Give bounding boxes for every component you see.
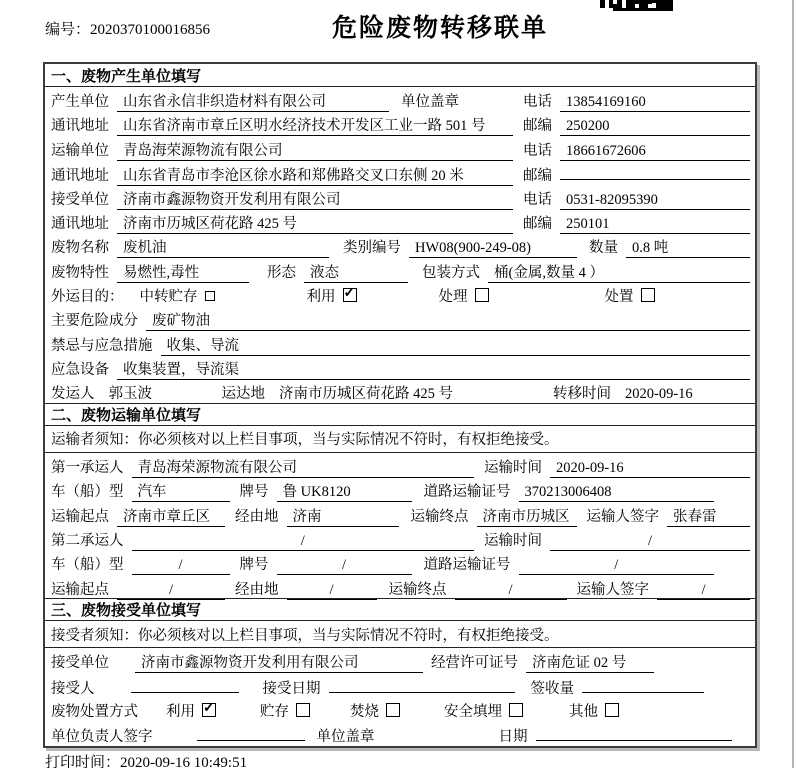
disposal-option-landfill bbox=[444, 700, 523, 721]
vehicle1-row bbox=[45, 477, 755, 501]
option-label: 其他 bbox=[569, 704, 598, 721]
destination-label: 运达地 bbox=[221, 386, 265, 403]
carrier-sign-label: 运输人签字 bbox=[576, 581, 649, 598]
address-label: 通讯地址 bbox=[51, 215, 109, 232]
section1-header: 一、废物产生单位填写 bbox=[45, 64, 755, 87]
transfer-time-label: 转移时间 bbox=[553, 386, 611, 403]
responsible-sign-label: 单位负责人签字 bbox=[51, 729, 153, 746]
received-qty-value bbox=[582, 676, 704, 693]
accept-unit-value: 济南市鑫源物资开发利用有限公司 bbox=[135, 651, 423, 673]
checkbox-icon bbox=[205, 291, 215, 301]
purpose-option-transfer-storage bbox=[140, 285, 215, 306]
accept-date-label: 接受日期 bbox=[262, 680, 321, 697]
receiver-zip-value: 250101 bbox=[560, 216, 750, 234]
plate-label: 牌号 bbox=[239, 484, 269, 501]
date-label: 日期 bbox=[498, 729, 528, 746]
waste-name-label: 废物名称 bbox=[51, 240, 109, 257]
shipper-row bbox=[45, 379, 755, 403]
checkbox-icon bbox=[296, 703, 310, 717]
emergency-row bbox=[45, 331, 755, 355]
waste-name-value: 废机油 bbox=[117, 236, 329, 258]
quantity-value: 0.8 吨 bbox=[626, 236, 750, 258]
purpose-option-dispose bbox=[605, 285, 655, 306]
option-label: 焚烧 bbox=[350, 704, 379, 721]
hazard-value: 废矿物油 bbox=[146, 309, 750, 331]
seal-label: 单位盖章 bbox=[401, 94, 459, 110]
phone-label: 电话 bbox=[523, 94, 552, 110]
transporter-value: 青岛海荣源物流有限公司 bbox=[117, 139, 513, 161]
zip-label: 邮编 bbox=[523, 168, 552, 185]
transport-time-label: 运输时间 bbox=[484, 459, 542, 476]
purpose-row bbox=[45, 282, 755, 306]
print-time-label: 打印时间： bbox=[45, 755, 121, 768]
option-label: 安全填埋 bbox=[444, 704, 502, 721]
carrier2-row bbox=[45, 526, 755, 550]
vehicle-type-value: / bbox=[132, 557, 230, 575]
disposal-option-utilize bbox=[166, 700, 216, 721]
manifest-form-table bbox=[43, 62, 757, 748]
print-time-value: 2020-09-16 10:49:51 bbox=[120, 755, 248, 768]
receiver-address-row bbox=[45, 209, 755, 233]
accept-unit-row bbox=[45, 648, 755, 673]
acceptor-label: 接受人 bbox=[51, 680, 95, 697]
destination-value: 济南市历城区荷花路 425 号 bbox=[273, 382, 541, 404]
package-value: 桶(金属,数量 4 ） bbox=[488, 261, 750, 283]
producer-value: 山东省永信非织造材料有限公司 bbox=[117, 90, 389, 112]
producer-address-value: 山东省济南市章丘区明水经济技术开发区工业一路 501 号 bbox=[117, 114, 513, 136]
disposal-label: 废物处置方式 bbox=[51, 704, 138, 721]
phone-label: 电话 bbox=[523, 142, 552, 159]
carrier-sign-value: 张春雷 bbox=[667, 505, 750, 527]
transporter-phone-value: 18661672606 bbox=[560, 143, 750, 161]
via-value: / bbox=[287, 582, 377, 600]
purpose-label: 外运目的： bbox=[51, 289, 124, 306]
page-title: 危险废物转移联单 bbox=[331, 15, 548, 42]
via-label: 经由地 bbox=[235, 581, 279, 598]
zip-label: 邮编 bbox=[523, 215, 552, 232]
receiver-address-value: 济南市历城区荷花路 425 号 bbox=[117, 212, 513, 234]
section2-header: 二、废物运输单位填写 bbox=[45, 403, 755, 426]
transporter-address-value: 山东省青岛市李沧区徐水路和郑佛路交叉口东侧 20 米 bbox=[117, 164, 513, 186]
waste-traits-row bbox=[45, 258, 755, 282]
end-value: 济南市历城区 bbox=[477, 505, 577, 527]
section3-header: 三、废物接受单位填写 bbox=[45, 598, 755, 621]
end-label: 运输终点 bbox=[410, 508, 469, 525]
waste-name-row bbox=[45, 233, 755, 257]
end-value: / bbox=[455, 582, 567, 600]
disposal-option-store bbox=[260, 700, 310, 721]
transport-time-value: / bbox=[550, 533, 750, 551]
producer-zip-value: 250200 bbox=[560, 118, 750, 136]
receiver-label: 接受单位 bbox=[51, 191, 109, 208]
purpose-option-utilize bbox=[307, 285, 357, 306]
carrier2-label: 第二承运人 bbox=[51, 532, 124, 549]
equipment-value: 收集装置，导流渠 bbox=[117, 358, 750, 380]
end-label: 运输终点 bbox=[388, 581, 447, 598]
road-license-value: / bbox=[519, 557, 715, 575]
checkbox-icon bbox=[386, 703, 400, 717]
section3-notice: 接受者须知：你必须核对以上栏目事项，当与实际情况不符时，有权拒绝接受。 bbox=[45, 621, 755, 648]
shipper-label: 发运人 bbox=[51, 386, 95, 403]
emergency-label: 禁忌与应急措施 bbox=[51, 337, 153, 354]
equipment-label: 应急设备 bbox=[51, 361, 109, 378]
origin-value: 济南市章丘区 bbox=[117, 505, 225, 527]
producer-address-row bbox=[45, 111, 755, 135]
vehicle-type-value: 汽车 bbox=[132, 480, 230, 502]
responsible-sign-value bbox=[197, 724, 305, 741]
waste-traits-value: 易燃性,毒性 bbox=[117, 261, 249, 283]
qr-code-partial-icon bbox=[600, 0, 686, 11]
package-label: 包装方式 bbox=[422, 264, 480, 281]
serial-label: 编号： bbox=[45, 22, 91, 38]
producer-label: 产生单位 bbox=[51, 94, 109, 110]
road-license-value: 370213006408 bbox=[519, 484, 715, 502]
transport-time-label: 运输时间 bbox=[484, 532, 542, 549]
road-license-label: 道路运输证号 bbox=[423, 557, 511, 574]
option-label: 贮存 bbox=[260, 704, 289, 721]
accept-date-value bbox=[329, 676, 515, 693]
window-edge-divider bbox=[792, 0, 794, 768]
road-license-label: 道路运输证号 bbox=[423, 484, 511, 501]
producer-row bbox=[45, 87, 755, 111]
carrier-sign-value: / bbox=[657, 582, 750, 600]
section2-notice: 运输者须知：你必须核对以上栏目事项，当与实际情况不符时，有权拒绝接受。 bbox=[45, 426, 755, 453]
via-value: 济南 bbox=[287, 505, 399, 527]
accept-unit-label: 接受单位 bbox=[51, 655, 109, 672]
checkbox-icon bbox=[605, 703, 619, 717]
option-label: 利用 bbox=[306, 289, 336, 306]
unit-seal-label: 单位盖章 bbox=[316, 729, 375, 746]
producer-phone-value: 13854169160 bbox=[560, 94, 750, 112]
route1-row bbox=[45, 502, 755, 526]
origin-label: 运输起点 bbox=[51, 581, 109, 598]
checkbox-icon bbox=[475, 288, 489, 302]
hazard-label: 主要危险成分 bbox=[51, 313, 138, 330]
vehicle-type-label: 车（船）型 bbox=[51, 557, 124, 574]
category-label: 类别编号 bbox=[343, 240, 401, 257]
zip-label: 邮编 bbox=[523, 118, 552, 135]
transporter-label: 运输单位 bbox=[51, 142, 109, 159]
origin-label: 运输起点 bbox=[51, 508, 109, 525]
carrier1-row bbox=[45, 453, 755, 477]
plate-label: 牌号 bbox=[239, 557, 269, 574]
category-value: HW08(900-249-08) bbox=[409, 240, 577, 258]
option-label: 利用 bbox=[166, 704, 195, 721]
hazard-row bbox=[45, 306, 755, 330]
serial-value: 2020370100016856 bbox=[90, 22, 211, 38]
option-label: 处理 bbox=[438, 289, 468, 306]
carrier1-label: 第一承运人 bbox=[51, 459, 124, 476]
emergency-value: 收集、导流 bbox=[161, 334, 751, 356]
receiver-row bbox=[45, 185, 755, 209]
carrier1-value: 青岛海荣源物流有限公司 bbox=[132, 456, 475, 478]
plate-value: 鲁 UK8120 bbox=[277, 480, 412, 502]
equipment-row bbox=[45, 355, 755, 379]
vehicle2-row bbox=[45, 550, 755, 574]
checkbox-checked-icon bbox=[202, 703, 216, 717]
acceptor-value bbox=[131, 676, 239, 693]
transporter-address-row bbox=[45, 160, 755, 184]
option-label: 中转贮存 bbox=[139, 289, 198, 306]
disposal-option-incinerate bbox=[350, 700, 400, 721]
waste-traits-label: 废物特性 bbox=[51, 264, 109, 281]
checkbox-icon bbox=[641, 288, 655, 302]
operation-license-value: 济南危证 02 号 bbox=[526, 651, 654, 673]
shipper-value: 郭玉波 bbox=[103, 382, 198, 404]
transfer-time-value: 2020-09-16 bbox=[619, 386, 750, 404]
date-value bbox=[536, 724, 733, 741]
form-value: 液态 bbox=[304, 261, 408, 283]
checkbox-icon bbox=[509, 703, 523, 717]
origin-value: / bbox=[117, 582, 225, 600]
address-label: 通讯地址 bbox=[51, 118, 109, 135]
received-qty-label: 签收量 bbox=[530, 680, 574, 697]
signature-row bbox=[45, 721, 755, 746]
plate-value: / bbox=[277, 557, 412, 575]
carrier-sign-label: 运输人签字 bbox=[586, 508, 659, 525]
vehicle-type-label: 车（船）型 bbox=[51, 484, 124, 501]
receiver-value: 济南市鑫源物资开发利用有限公司 bbox=[117, 188, 513, 210]
purpose-option-treat bbox=[439, 285, 489, 306]
carrier2-value: / bbox=[132, 533, 475, 551]
print-time-line bbox=[45, 751, 247, 768]
via-label: 经由地 bbox=[235, 508, 279, 525]
acceptor-row bbox=[45, 673, 755, 698]
phone-label: 电话 bbox=[523, 191, 552, 208]
transporter-row bbox=[45, 136, 755, 160]
operation-license-label: 经营许可证号 bbox=[431, 655, 518, 672]
form-label: 形态 bbox=[267, 264, 296, 281]
receiver-phone-value: 0531-82095390 bbox=[560, 192, 750, 210]
transporter-zip-value bbox=[560, 163, 750, 180]
route2-row bbox=[45, 575, 755, 599]
transport-time-value: 2020-09-16 bbox=[550, 460, 750, 478]
address-label: 通讯地址 bbox=[51, 168, 109, 185]
disposal-option-other bbox=[569, 700, 619, 721]
option-label: 处置 bbox=[604, 289, 634, 306]
checkbox-checked-icon bbox=[343, 288, 357, 302]
disposal-row bbox=[45, 697, 755, 721]
quantity-label: 数量 bbox=[589, 240, 618, 257]
